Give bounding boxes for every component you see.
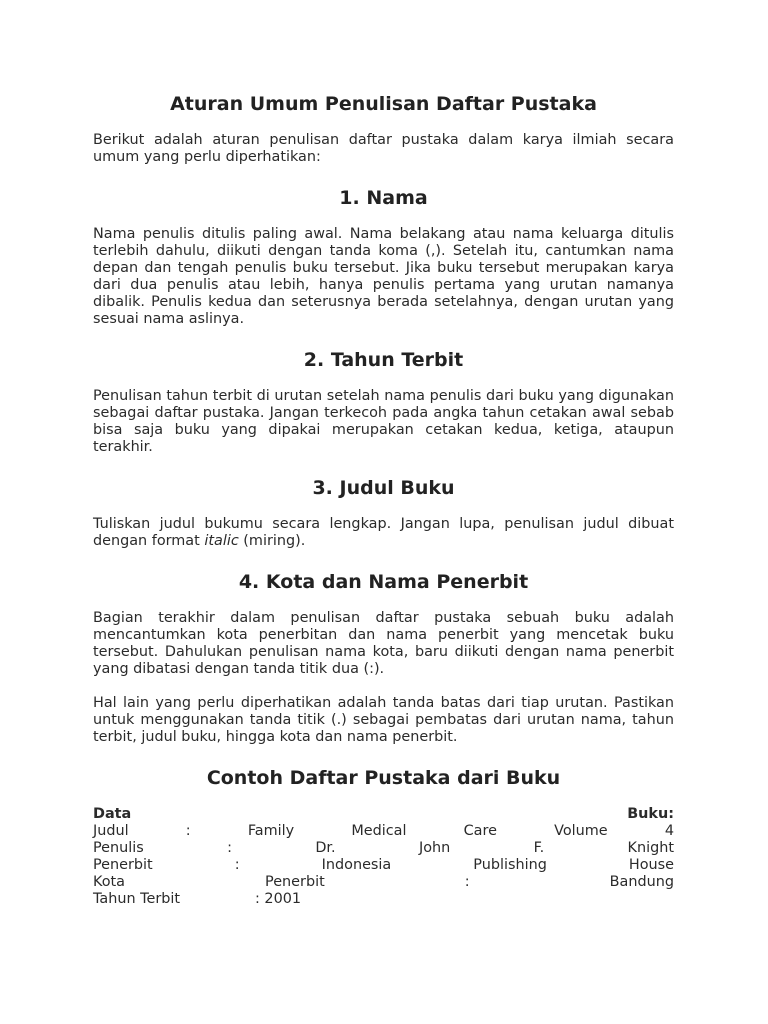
data-word: Judul	[93, 823, 129, 839]
section-heading-tahun-terbit: 2. Tahun Terbit	[303, 349, 464, 371]
data-word: Indonesia	[321, 857, 392, 873]
data-label: Tahun Terbit	[93, 891, 181, 907]
data-word: Penerbit	[265, 874, 325, 890]
data-value: : 2001	[255, 891, 302, 907]
data-header-left: Data	[93, 806, 132, 822]
data-word: Family	[247, 823, 295, 839]
section-paragraph-judul-buku	[93, 516, 674, 550]
data-row-judul	[93, 823, 674, 840]
data-word: Kota	[93, 874, 125, 890]
paragraph-text: Tuliskan judul bukumu secara lengkap. Jangan lupa, penulisan judul dibuat dengan format	[93, 516, 674, 549]
section-paragraph-tanda-batas: Hal lain yang perlu diperhatikan adalah tanda batas dari tiap urutan. Pastikan untuk menggunakan tanda titik (.) sebagai pembatas dari urutan nama, tahun terbit, judul buku, hingga kota dan nama penerbit.	[93, 695, 674, 745]
data-word: Dr.	[315, 840, 336, 856]
data-header-row	[93, 806, 674, 823]
data-header-right: Buku:	[627, 806, 674, 822]
data-word: Medical	[351, 823, 407, 839]
example-data-block	[93, 806, 674, 908]
data-row-penulis	[93, 840, 674, 857]
section-heading-kota-penerbit: 4. Kota dan Nama Penerbit	[238, 571, 529, 593]
section-heading-judul-buku: 3. Judul Buku	[312, 477, 455, 499]
data-row-tahun-terbit	[93, 891, 674, 908]
data-word: House	[628, 857, 674, 873]
data-word: Knight	[627, 840, 674, 856]
data-word: :	[234, 857, 240, 873]
data-word: F.	[533, 840, 545, 856]
data-word: Care	[463, 823, 497, 839]
section-paragraph-kota-penerbit: Bagian terakhir dalam penulisan daftar pustaka sebuah buku adalah mencantumkan kota penerbitan dan nama penerbit yang mencetak buku tersebut. Dahulukan penulisan nama kota, baru diikuti dengan nama penerbit yang dibatasi dengan tanda titik dua (:).	[93, 610, 674, 677]
data-row-penerbit	[93, 857, 674, 874]
data-row-kota-penerbit	[93, 874, 674, 891]
section-paragraph-tahun-terbit: Penulisan tahun terbit di urutan setelah nama penulis dari buku yang digunakan sebagai daftar pustaka. Jangan terkecoh pada angka tahun cetakan awal sebab bisa saja buku yang dipakai merupakan cetakan kedua, ketiga, ataupun terakhir.	[93, 388, 674, 455]
data-word: :	[185, 823, 191, 839]
data-word: Bandung	[609, 874, 674, 890]
data-word: Publishing	[473, 857, 547, 873]
document-content	[93, 92, 674, 908]
example-heading: Contoh Daftar Pustaka dari Buku	[206, 767, 561, 789]
data-word: Volume	[554, 823, 608, 839]
data-word: :	[227, 840, 232, 856]
paragraph-text: (miring).	[238, 533, 306, 549]
data-word: 4	[664, 823, 674, 839]
paragraph-spacer	[93, 678, 674, 695]
italic-word: italic	[204, 533, 239, 549]
data-word: John	[418, 840, 451, 856]
data-word: :	[464, 874, 470, 890]
data-word: Penulis	[93, 840, 144, 856]
section-paragraph-nama: Nama penulis ditulis paling awal. Nama belakang atau nama keluarga ditulis terlebih dahulu, diikuti dengan tanda koma (,). Setelah itu, cantumkan nama depan dan tengah penulis buku tersebut. Jika buku tersebut merupakan karya dari dua penulis atau lebih, hanya penulis pertama yang urutan namanya dibalik. Penulis kedua dan seterusnya berada setelahnya, dengan urutan yang sesuai nama aslinya.	[93, 226, 674, 327]
intro-paragraph: Berikut adalah aturan penulisan daftar pustaka dalam karya ilmiah secara umum yang perlu diperhatikan:	[93, 132, 674, 165]
document-title: Aturan Umum Penulisan Daftar Pustaka	[170, 93, 597, 115]
data-word: Penerbit	[93, 857, 153, 873]
section-heading-nama: 1. Nama	[339, 187, 428, 209]
